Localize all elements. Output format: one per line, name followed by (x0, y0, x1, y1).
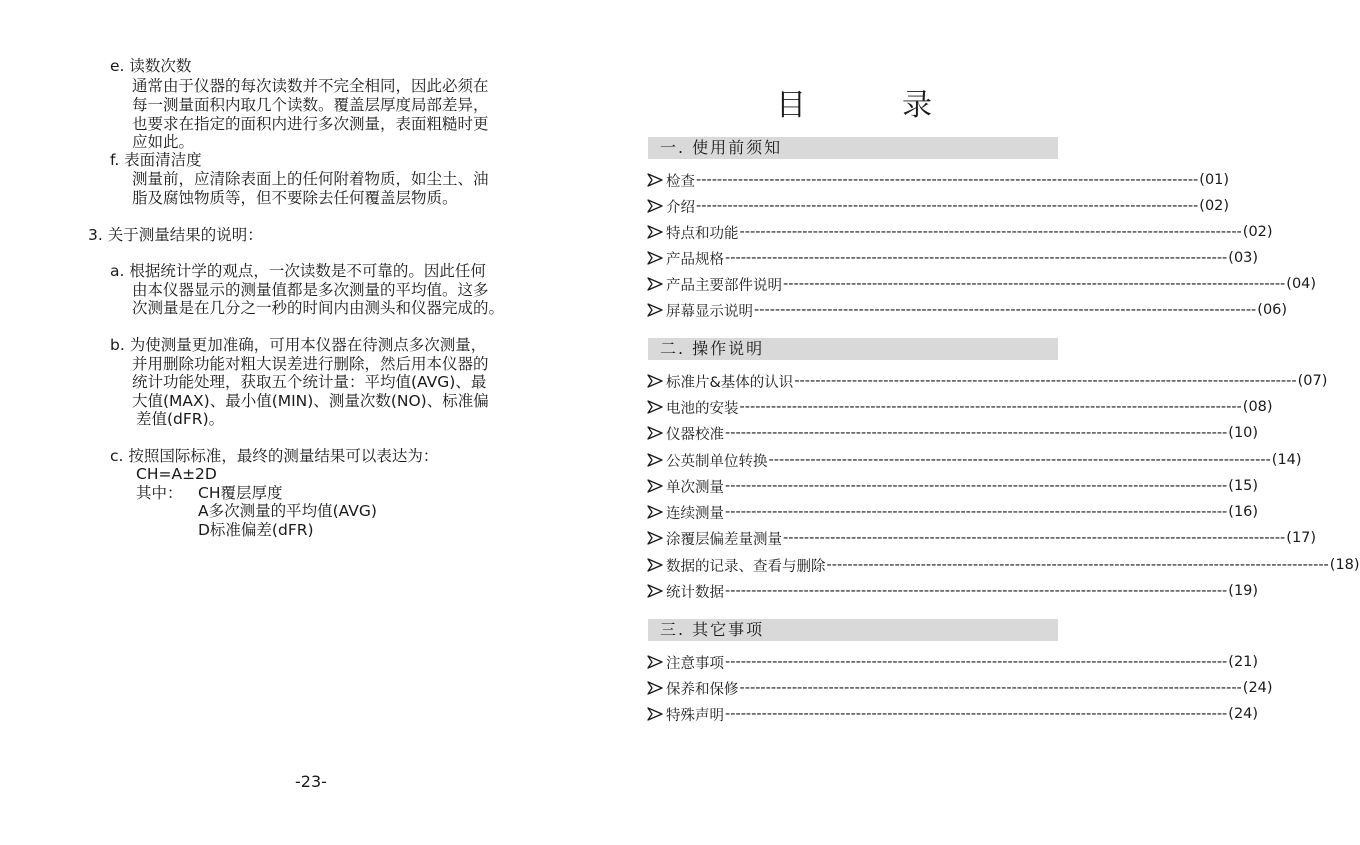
toc-leader: ------------------------------------------------------------------------------------------------ (696, 198, 1199, 214)
toc-leader: ------------------------------------------------------------------------------------------------ (696, 172, 1199, 188)
where-item-a: A多次测量的平均值(AVG) (198, 502, 377, 520)
toc-entry[interactable] (646, 370, 1328, 392)
toc-entry[interactable] (646, 580, 1259, 602)
toc-leader: ------------------------------------------------------------------------------------------------ (725, 706, 1228, 722)
arrow-bullet-icon (646, 479, 664, 493)
formula: CH=A±2D (136, 465, 217, 483)
item-c-heading: c. 按照国际标准，最终的测量结果可以表达为： (110, 447, 439, 465)
toc-entry-label: 电池的安装 (666, 400, 739, 417)
toc-entry[interactable] (646, 169, 1230, 191)
arrow-bullet-icon (646, 225, 664, 239)
toc-entry-label: 涂覆层偏差量测量 (666, 531, 782, 548)
arrow-bullet-icon (646, 251, 664, 265)
arrow-bullet-icon (646, 707, 664, 721)
toc-entry[interactable] (646, 475, 1259, 497)
toc-leader: ------------------------------------------------------------------------------------------------ (725, 504, 1228, 520)
toc-entry-label: 检查 (666, 173, 695, 190)
arrow-bullet-icon (646, 374, 664, 388)
arrow-bullet-icon (646, 681, 664, 695)
toc-entry[interactable] (646, 554, 1360, 576)
toc-leader: ------------------------------------------------------------------------------------------------ (739, 399, 1242, 415)
toc-entry-page: (17) (1286, 530, 1317, 546)
toc-section-header (648, 137, 1058, 159)
toc-entry-label: 标准片&基体的认识 (666, 374, 794, 391)
item-e-heading: e. 读数次数 (110, 57, 192, 75)
toc-entry-page: (02) (1242, 224, 1273, 240)
toc-title-char-1: 目 (776, 88, 806, 123)
toc-entry[interactable] (646, 247, 1259, 269)
toc-entry[interactable] (646, 703, 1259, 725)
toc-entry[interactable] (646, 677, 1273, 699)
toc-entry-page: (04) (1286, 276, 1317, 292)
toc-section-label: 三. 其它事项 (660, 620, 765, 639)
toc-entry[interactable] (646, 527, 1317, 549)
item-e-line: 应如此。 (132, 133, 195, 151)
toc-leader: ------------------------------------------------------------------------------------------------ (826, 557, 1329, 573)
toc-entry-label: 公英制单位转换 (666, 453, 768, 470)
toc-entry-page: (06) (1257, 302, 1288, 318)
item-f-heading: f. 表面清洁度 (110, 151, 202, 169)
toc-leader: ------------------------------------------------------------------------------------------------ (783, 276, 1286, 292)
item-a-line: a. 根据统计学的观点，一次读数是不可靠的。因此任何 (110, 262, 486, 280)
toc-entry-label: 介绍 (666, 199, 695, 216)
arrow-bullet-icon (646, 400, 664, 414)
item-b-line: 差值(dFR)。 (136, 410, 225, 428)
toc-entry[interactable] (646, 221, 1273, 243)
toc-entry-page: (02) (1199, 198, 1230, 214)
toc-entry-label: 特殊声明 (666, 707, 724, 724)
item-a-line: 由本仪器显示的测量值都是多次测量的平均值。这多 (132, 281, 489, 299)
arrow-bullet-icon (646, 558, 664, 572)
toc-entry-label: 注意事项 (666, 655, 724, 672)
toc-entry[interactable] (646, 299, 1288, 321)
toc-entry-label: 特点和功能 (666, 225, 739, 242)
item-b-line: 并用删除功能对粗大误差进行删除，然后用本仪器的 (132, 355, 489, 373)
item-b-line: 统计功能处理，获取五个统计量：平均值(AVG)、最 (132, 373, 487, 391)
toc-leader: ------------------------------------------------------------------------------------------------ (768, 452, 1271, 468)
arrow-bullet-icon (646, 199, 664, 213)
toc-entry-page: (08) (1242, 399, 1273, 415)
toc-entry-label: 屏幕显示说明 (666, 303, 753, 320)
arrow-bullet-icon (646, 584, 664, 598)
arrow-bullet-icon (646, 426, 664, 440)
toc-leader: ------------------------------------------------------------------------------------------------ (754, 302, 1257, 318)
item-e-line: 每一测量面积内取几个读数。覆盖层厚度局部差异， (132, 96, 489, 114)
toc-entry-page: (14) (1271, 452, 1302, 468)
toc-entry[interactable] (646, 195, 1230, 217)
arrow-bullet-icon (646, 173, 664, 187)
toc-entry-page: (07) (1297, 373, 1328, 389)
toc-entry-page: (10) (1228, 425, 1259, 441)
toc-leader: ------------------------------------------------------------------------------------------------ (725, 654, 1228, 670)
toc-entry-page: (01) (1199, 172, 1230, 188)
toc-entry-page: (03) (1228, 250, 1259, 266)
toc-leader: ------------------------------------------------------------------------------------------------ (725, 478, 1228, 494)
toc-leader: ------------------------------------------------------------------------------------------------ (794, 373, 1297, 389)
toc-entry[interactable] (646, 273, 1317, 295)
toc-entry-page: (19) (1228, 583, 1259, 599)
toc-entry-label: 数据的记录、查看与删除 (666, 558, 826, 575)
toc-entry[interactable] (646, 449, 1302, 471)
toc-entry-page: (24) (1242, 680, 1273, 696)
item-b-line: 大值(MAX)、最小值(MIN)、测量次数(NO)、标准偏 (132, 392, 489, 410)
arrow-bullet-icon (646, 453, 664, 467)
toc-leader: ------------------------------------------------------------------------------------------------ (739, 224, 1242, 240)
arrow-bullet-icon (646, 655, 664, 669)
toc-title-char-2: 录 (902, 88, 932, 123)
toc-entry-label: 产品规格 (666, 251, 724, 268)
toc-entry-page: (24) (1228, 706, 1259, 722)
toc-section-label: 二. 操作说明 (660, 339, 765, 358)
arrow-bullet-icon (646, 531, 664, 545)
toc-entry-label: 统计数据 (666, 584, 724, 601)
where-label: 其中： (136, 484, 183, 502)
toc-leader: ------------------------------------------------------------------------------------------------ (739, 680, 1242, 696)
arrow-bullet-icon (646, 277, 664, 291)
where-item-ch: CH覆层厚度 (198, 484, 283, 502)
page-number: -23- (295, 772, 327, 791)
toc-section-header (648, 338, 1058, 360)
arrow-bullet-icon (646, 505, 664, 519)
toc-entry-label: 单次测量 (666, 479, 724, 496)
toc-section-header (648, 619, 1058, 641)
toc-entry-page: (16) (1228, 504, 1259, 520)
toc-entry[interactable] (646, 396, 1273, 418)
toc-entry[interactable] (646, 422, 1259, 444)
item-f-line: 脂及腐蚀物质等，但不要除去任何覆盖层物质。 (132, 189, 458, 207)
section-3-heading: 3. 关于测量结果的说明： (88, 226, 263, 244)
item-e-line: 通常由于仪器的每次读数并不完全相同，因此必须在 (132, 77, 489, 95)
toc-leader: ------------------------------------------------------------------------------------------------ (725, 250, 1228, 266)
item-f-line: 测量前，应清除表面上的任何附着物质，如尘土、油 (132, 170, 489, 188)
toc-entry-label: 仪器校准 (666, 426, 724, 443)
toc-entry[interactable] (646, 501, 1259, 523)
toc-leader: ------------------------------------------------------------------------------------------------ (783, 530, 1286, 546)
toc-entry-page: (21) (1228, 654, 1259, 670)
item-b-line: b. 为使测量更加准确，可用本仪器在待测点多次测量， (110, 336, 487, 354)
toc-section-label: 一. 使用前须知 (660, 138, 783, 157)
toc-entry-label: 产品主要部件说明 (666, 277, 782, 294)
where-item-d: D标准偏差(dFR) (198, 521, 314, 539)
toc-leader: ------------------------------------------------------------------------------------------------ (725, 583, 1228, 599)
arrow-bullet-icon (646, 303, 664, 317)
toc-entry-label: 保养和保修 (666, 681, 739, 698)
item-e-line: 也要求在指定的面积内进行多次测量，表面粗糙时更 (132, 115, 489, 133)
toc-entry-page: (15) (1228, 478, 1259, 494)
toc-entry-page: (18) (1329, 557, 1360, 573)
item-a-line: 次测量是在几分之一秒的时间内由测头和仪器完成的。 (132, 299, 505, 317)
toc-leader: ------------------------------------------------------------------------------------------------ (725, 425, 1228, 441)
toc-entry[interactable] (646, 651, 1259, 673)
toc-entry-label: 连续测量 (666, 505, 724, 522)
